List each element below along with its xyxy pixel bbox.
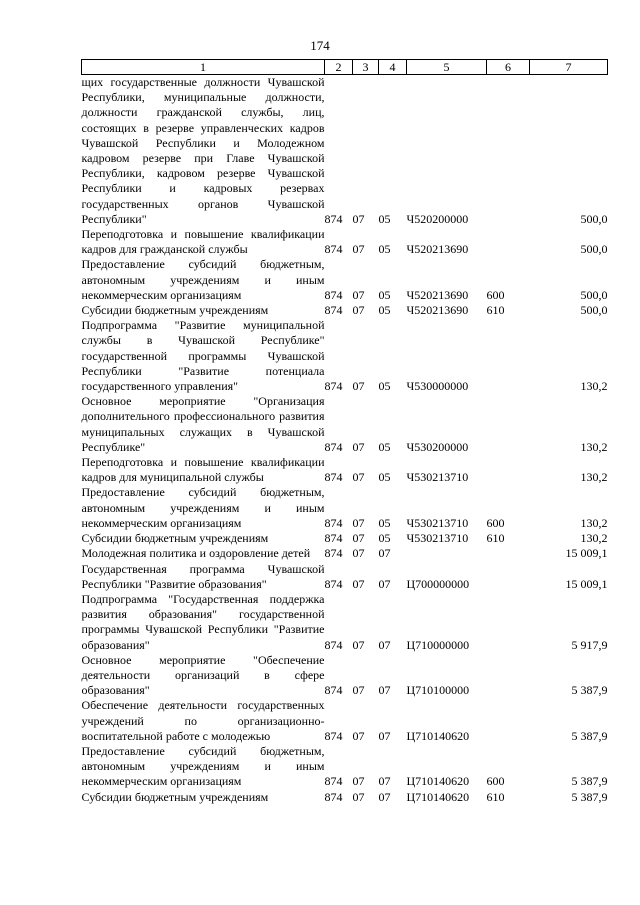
row-amount: 5 387,9 (571, 789, 608, 804)
header-col-7: 7 (530, 60, 608, 75)
row-amount: 500,0 (580, 242, 608, 257)
row-name: Субсидии бюджетным учреждениям (81, 303, 269, 318)
header-row (82, 60, 608, 75)
table-row (82, 790, 608, 805)
row-admin-code: 874 (324, 637, 343, 652)
table-row (82, 592, 608, 653)
row-expense-type: 610 (486, 303, 505, 318)
row-expense-type (487, 592, 530, 653)
header-col-1: 1 (82, 60, 325, 75)
row-amount: 130,2 (580, 470, 608, 485)
row-amount: 130,2 (580, 439, 608, 454)
row-section: 07 (352, 242, 365, 257)
row-expense-type: 610 (486, 789, 505, 804)
table-row (82, 546, 608, 561)
table-row (82, 394, 608, 455)
header-col-4: 4 (379, 60, 407, 75)
row-section: 07 (352, 774, 365, 789)
row-target-article: Ч530213710 (406, 515, 469, 530)
row-admin-code: 874 (324, 546, 343, 561)
row-subsection: 05 (378, 439, 391, 454)
row-target-article: Ц700000000 (406, 576, 470, 591)
row-section: 07 (352, 439, 365, 454)
row-name: Обеспечение деятельности государственных учреждений по организационно-воспитательной работе с молодежью (81, 698, 325, 743)
table-row (82, 318, 608, 394)
row-target-article: Ч520213690 (406, 287, 469, 302)
row-subsection: 07 (378, 546, 391, 561)
row-name: Основное мероприятие "Обеспечение деятельности организаций в сфере образования" (81, 652, 325, 698)
row-amount: 500,0 (580, 211, 608, 226)
row-target-article: Ч530000000 (406, 379, 469, 394)
row-subsection: 05 (378, 287, 391, 302)
row-target-article: Ч530213710 (406, 470, 469, 485)
row-amount: 5 387,9 (571, 774, 608, 789)
row-name: Подпрограмма "Развитие муниципальной службы в Чувашской Республике" государственной программы Чувашской Республики "Развитие потенциала государственного управления" (81, 318, 325, 394)
table-row (82, 455, 608, 485)
table-row (82, 562, 608, 592)
row-name: щих государственные должности Чувашской Республики, муниципальные должности, должности гражданской службы, лиц, состоящих в резерве управленческих кадров Чувашской Республики и Молодежном кадровом резерве при Главе Чувашской Республики, кадровом резерве Чувашской Республики и кадровых резервах государственных органов Чувашской Республики" (81, 75, 325, 226)
row-target-article: Ц710140620 (406, 774, 470, 789)
row-admin-code: 874 (324, 774, 343, 789)
row-target-article: Ц710100000 (406, 683, 470, 698)
table-row (82, 698, 608, 744)
row-subsection: 05 (378, 242, 391, 257)
row-target-article: Ч530213710 (406, 531, 469, 546)
row-name: Подпрограмма "Государственная поддержка развития образования" государственной программы Чувашской Республики "Развитие образования" (81, 591, 325, 652)
row-admin-code: 874 (324, 379, 343, 394)
row-name: Субсидии бюджетным учреждениям (81, 789, 269, 804)
row-section: 07 (352, 637, 365, 652)
row-subsection: 05 (378, 515, 391, 530)
table-row (82, 303, 608, 318)
row-admin-code: 874 (324, 287, 343, 302)
table-row (82, 227, 608, 257)
header-col-2: 2 (325, 60, 353, 75)
row-name: Предоставление субсидий бюджетным, автономным учреждениям и иным некоммерческим организациям (81, 257, 325, 302)
budget-table (81, 59, 608, 805)
row-section: 07 (352, 728, 365, 743)
row-amount: 15 009,1 (565, 546, 608, 561)
row-subsection: 07 (378, 728, 391, 743)
row-expense-type (487, 455, 530, 485)
row-name: Основное мероприятие "Организация дополнительного профессионального развития муниципальных служащих в Чувашской Республике" (81, 394, 325, 454)
row-admin-code: 874 (324, 211, 343, 226)
row-target-article (407, 546, 487, 561)
row-expense-type (487, 394, 530, 455)
row-target-article: Ц710140620 (406, 728, 470, 743)
row-admin-code: 874 (324, 531, 343, 546)
row-name: Переподготовка и повышение квалификации кадров для муниципальной службы (81, 455, 325, 485)
row-admin-code: 874 (324, 789, 343, 804)
row-amount: 130,2 (580, 379, 608, 394)
row-admin-code: 874 (324, 728, 343, 743)
row-name: Предоставление субсидий бюджетным, автономным учреждениям и иным некоммерческим организациям (81, 485, 325, 530)
row-subsection: 07 (378, 576, 391, 591)
table-row (82, 531, 608, 546)
row-subsection: 05 (378, 470, 391, 485)
row-subsection: 05 (378, 379, 391, 394)
row-section: 07 (352, 287, 365, 302)
row-subsection: 07 (378, 774, 391, 789)
row-expense-type (487, 318, 530, 394)
row-admin-code: 874 (324, 683, 343, 698)
header-col-3: 3 (353, 60, 379, 75)
row-name: Предоставление субсидий бюджетным, автономным учреждениям и иным некоммерческим организациям (81, 743, 325, 789)
row-section: 07 (352, 470, 365, 485)
table-row (82, 257, 608, 303)
row-name: Переподготовка и повышение квалификации кадров для гражданской службы (81, 227, 325, 257)
row-expense-type: 600 (486, 774, 505, 789)
row-expense-type (487, 698, 530, 744)
row-admin-code: 874 (324, 439, 343, 454)
table-row (82, 485, 608, 531)
table-row (82, 744, 608, 790)
row-target-article: Ч520213690 (406, 242, 469, 257)
row-section: 07 (352, 379, 365, 394)
row-subsection: 05 (378, 531, 391, 546)
row-amount: 5 917,9 (571, 637, 608, 652)
table-row (82, 75, 608, 228)
row-subsection: 07 (378, 789, 391, 804)
row-section: 07 (352, 211, 365, 226)
row-section: 07 (352, 683, 365, 698)
row-expense-type (487, 562, 530, 592)
row-expense-type: 600 (486, 515, 505, 530)
row-amount: 500,0 (580, 303, 608, 318)
row-target-article: Ц710140620 (406, 789, 470, 804)
row-amount: 5 387,9 (571, 683, 608, 698)
row-expense-type: 610 (486, 531, 505, 546)
row-name: Государственная программа Чувашской Республики "Развитие образования" (81, 561, 325, 591)
row-section: 07 (352, 531, 365, 546)
row-amount: 500,0 (580, 287, 608, 302)
row-admin-code: 874 (324, 242, 343, 257)
row-subsection: 05 (378, 211, 391, 226)
row-target-article: Ч520200000 (406, 211, 469, 226)
row-amount: 5 387,9 (571, 728, 608, 743)
row-target-article: Ч520213690 (406, 303, 469, 318)
page-number: 174 (310, 38, 330, 53)
row-section: 07 (352, 303, 365, 318)
table-header (82, 60, 608, 75)
row-subsection: 05 (378, 303, 391, 318)
row-expense-type (487, 227, 530, 257)
row-expense-type (487, 75, 530, 228)
row-subsection: 07 (378, 637, 391, 652)
row-section: 07 (352, 515, 365, 530)
row-amount: 130,2 (580, 515, 608, 530)
table-body (82, 75, 608, 805)
row-name: Молодежная политика и оздоровление детей (81, 546, 311, 561)
row-admin-code: 874 (324, 515, 343, 530)
row-admin-code: 874 (324, 470, 343, 485)
row-admin-code: 874 (324, 303, 343, 318)
header-col-6: 6 (487, 60, 530, 75)
table-row (82, 653, 608, 699)
row-expense-type (487, 546, 530, 561)
row-amount: 130,2 (580, 531, 608, 546)
row-section: 07 (352, 576, 365, 591)
row-admin-code: 874 (324, 576, 343, 591)
row-amount: 15 009,1 (565, 576, 608, 591)
row-name: Субсидии бюджетным учреждениям (81, 531, 269, 546)
row-target-article: Ц710000000 (406, 637, 470, 652)
row-expense-type (487, 653, 530, 699)
row-section: 07 (352, 546, 365, 561)
header-col-5: 5 (407, 60, 487, 75)
row-subsection: 07 (378, 683, 391, 698)
row-target-article: Ч530200000 (406, 439, 469, 454)
row-section: 07 (352, 789, 365, 804)
row-expense-type: 600 (486, 287, 505, 302)
